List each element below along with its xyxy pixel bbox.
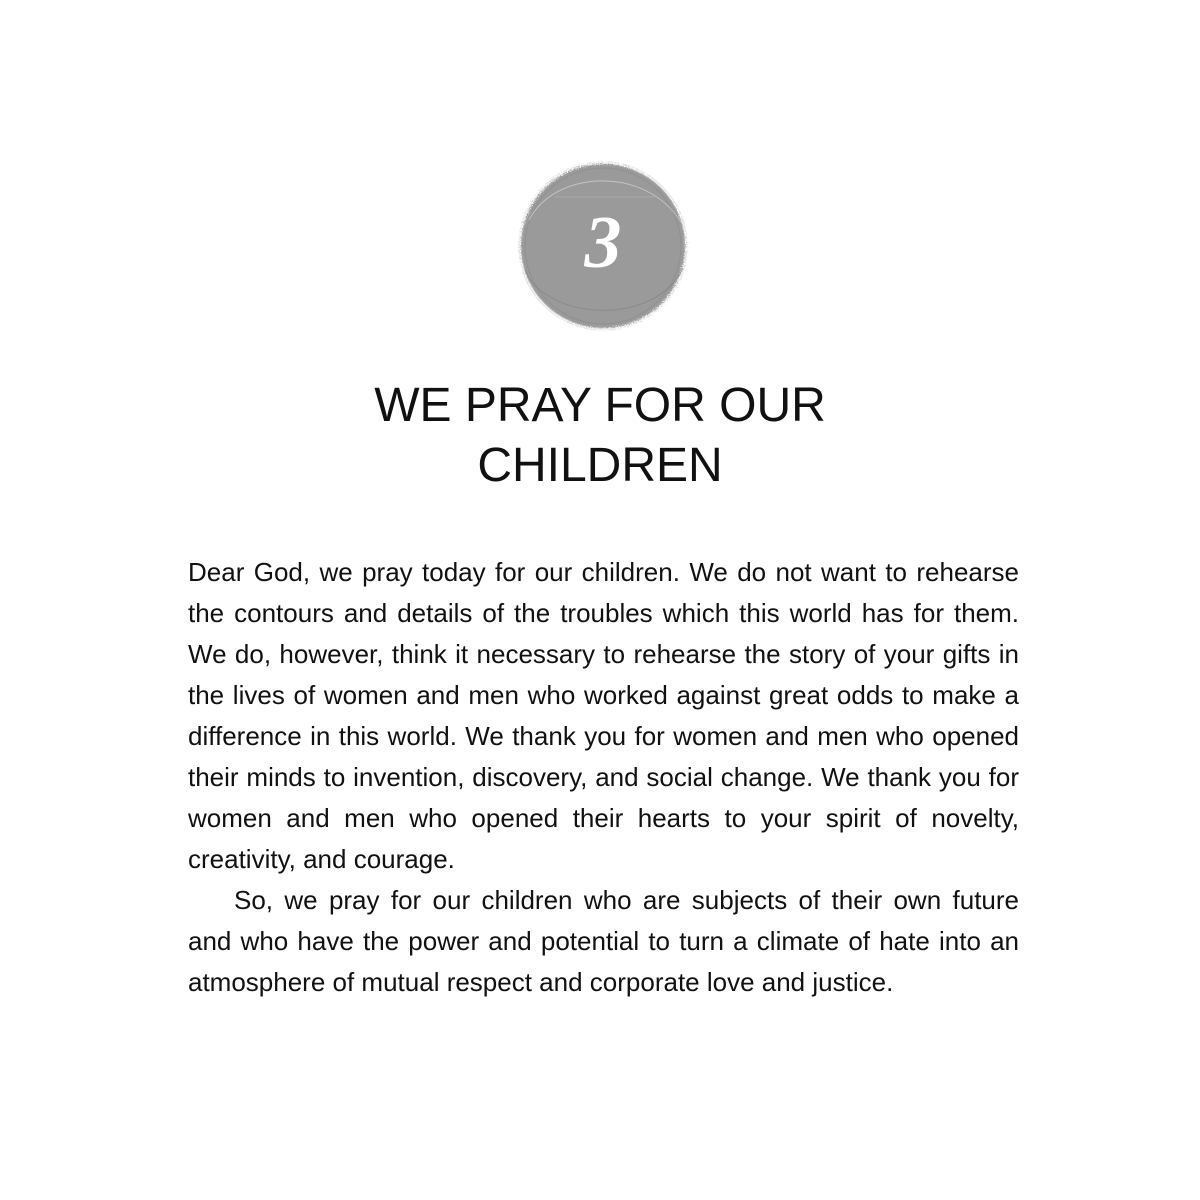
prayer-body <box>188 552 1019 1003</box>
chapter-title-line-1: WE PRAY FOR OUR <box>374 379 826 432</box>
chapter-title <box>200 376 1000 496</box>
chapter-title-line-2: CHILDREN <box>477 439 723 492</box>
paragraph-2: So, we pray for our children who are subjects of their own future and who have the power and potential to turn a climate of hate into an atmosphere of mutual respect and corporate love and justice. <box>188 885 1019 997</box>
paragraph-1: Dear God, we pray today for our children. We do not want to rehearse the contours and details of the troubles which this world has for them. We do, however, think it necessary to rehearse the story of your gifts in the lives of women and men who worked against great odds to make a difference in this world. We thank you for women and men who opened their minds to invention, discovery, and social change. We thank you for women and men who opened their hearts to your spirit of novelty, creativity, and courage. <box>188 557 1019 874</box>
chapter-number: 3 <box>584 202 622 284</box>
chapter-number-badge <box>515 160 691 332</box>
